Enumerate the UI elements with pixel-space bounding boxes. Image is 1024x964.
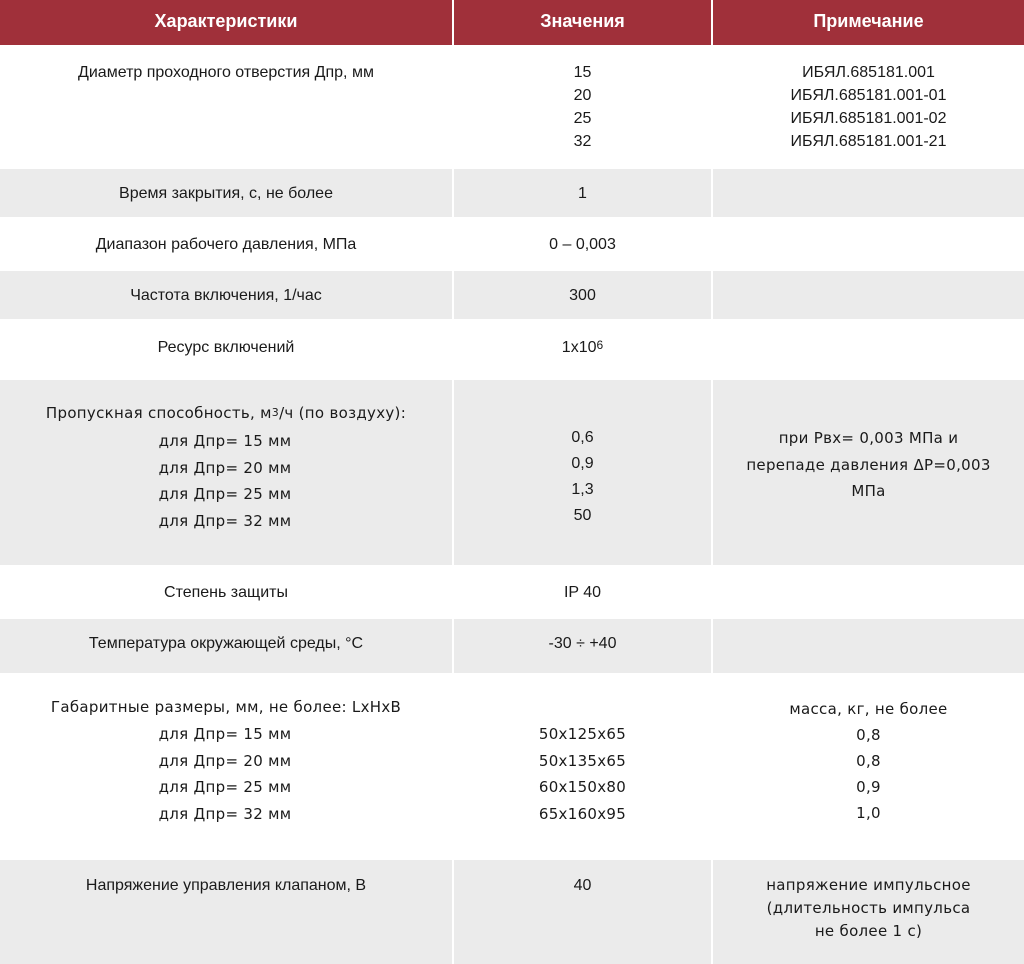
header-notes: Примечание [813, 11, 924, 31]
dimensions-values [454, 721, 711, 827]
throughput-label [0, 402, 452, 426]
diameter-value: 25 [573, 110, 592, 127]
temperature-label: Температура окружающей среды, °С [88, 635, 364, 652]
mass-value: 0,8 [856, 752, 881, 770]
dimensions-sub-item: для Дпр= 32 мм [158, 804, 292, 823]
throughput-value: 0,9 [571, 455, 594, 472]
header-values: Значения [540, 11, 625, 31]
frequency-label: Частота включения, 1/час [130, 287, 322, 304]
throughput-sub-item: для Дпр= 15 мм [158, 432, 292, 450]
throughput-sub-item: для Дпр= 20 мм [158, 458, 292, 477]
diameter-value: 20 [573, 87, 592, 104]
resource-value [454, 336, 711, 360]
voltage-label: Напряжение управления клапаном, В [85, 877, 367, 894]
close-time-label: Время закрытия, с, не более [119, 185, 333, 202]
resource-label: Ресурс включений [157, 339, 295, 356]
throughput-unit-exponent: 3 [271, 406, 280, 419]
mass-value: 1,0 [856, 804, 881, 822]
throughput-note [713, 425, 1024, 505]
throughput-sub-item: для Дпр= 25 мм [158, 485, 292, 503]
voltage-note [713, 874, 1024, 943]
throughput-values [454, 425, 711, 529]
mass-title: масса, кг, не более [789, 700, 948, 718]
dimensions-value: 65x160x95 [538, 804, 627, 823]
dimensions-value: 50x135x65 [538, 751, 627, 770]
throughput-value: 1,3 [571, 481, 594, 498]
throughput-sub-item: для Дпр= 32 мм [158, 511, 292, 530]
dimensions-notes [713, 696, 1024, 826]
dimensions-value: 50x125x65 [538, 725, 627, 743]
close-time-value: 1 [578, 185, 587, 202]
diameter-note: ИБЯЛ.685181.001-21 [790, 133, 947, 150]
diameter-value: 15 [573, 64, 592, 81]
throughput-sub-list [100, 428, 350, 534]
protection-label: Степень защиты [164, 584, 288, 601]
dimensions-sub-item: для Дпр= 20 мм [158, 751, 292, 770]
protection-value: IP 40 [563, 584, 602, 601]
voltage-note-line: напряжение импульсное [766, 876, 971, 894]
header-characteristics: Характеристики [154, 11, 298, 31]
voltage-note-line: не более 1 с) [814, 922, 923, 940]
throughput-title-unit: /ч (по воздуху): [279, 404, 407, 422]
pressure-label: Диапазон рабочего давления, МПа [95, 236, 357, 253]
dimensions-value: 60x150x80 [538, 778, 627, 796]
diameter-values [454, 61, 711, 153]
throughput-note-line: перепаде давления ΔР=0,003 [746, 455, 991, 474]
throughput-note-line: при Рвх= 0,003 МПа и [778, 429, 959, 447]
mass-value: 0,9 [856, 778, 881, 796]
diameter-value: 32 [573, 133, 592, 150]
dimensions-label: Габаритные размеры, мм, не более: LxHxB [50, 698, 402, 716]
resource-base: 1x10 [561, 339, 597, 356]
throughput-value: 0,6 [571, 429, 594, 446]
voltage-note-line: (длительность импульса [766, 899, 971, 917]
diameter-note: ИБЯЛ.685181.001 [802, 64, 935, 81]
throughput-value: 50 [573, 507, 592, 524]
throughput-note-line: МПа [851, 482, 886, 500]
throughput-title [46, 404, 406, 422]
pressure-value: 0 – 0,003 [549, 236, 616, 253]
diameter-notes [713, 61, 1024, 153]
throughput-title-text: Пропускная способность, м [45, 404, 272, 422]
frequency-value: 300 [569, 287, 596, 304]
diameter-label: Диаметр проходного отверстия Дпр, мм [78, 64, 374, 81]
diameter-note: ИБЯЛ.685181.001-02 [790, 110, 947, 127]
temperature-value: -30 ÷ +40 [548, 635, 617, 652]
dimensions-sub-list [100, 721, 350, 827]
voltage-value: 40 [573, 877, 592, 894]
dimensions-sub-item: для Дпр= 15 мм [158, 725, 292, 743]
dimensions-sub-item: для Дпр= 25 мм [158, 778, 292, 796]
diameter-note: ИБЯЛ.685181.001-01 [790, 87, 947, 104]
mass-value: 0,8 [856, 726, 881, 744]
resource-exponent: 6 [596, 338, 604, 352]
